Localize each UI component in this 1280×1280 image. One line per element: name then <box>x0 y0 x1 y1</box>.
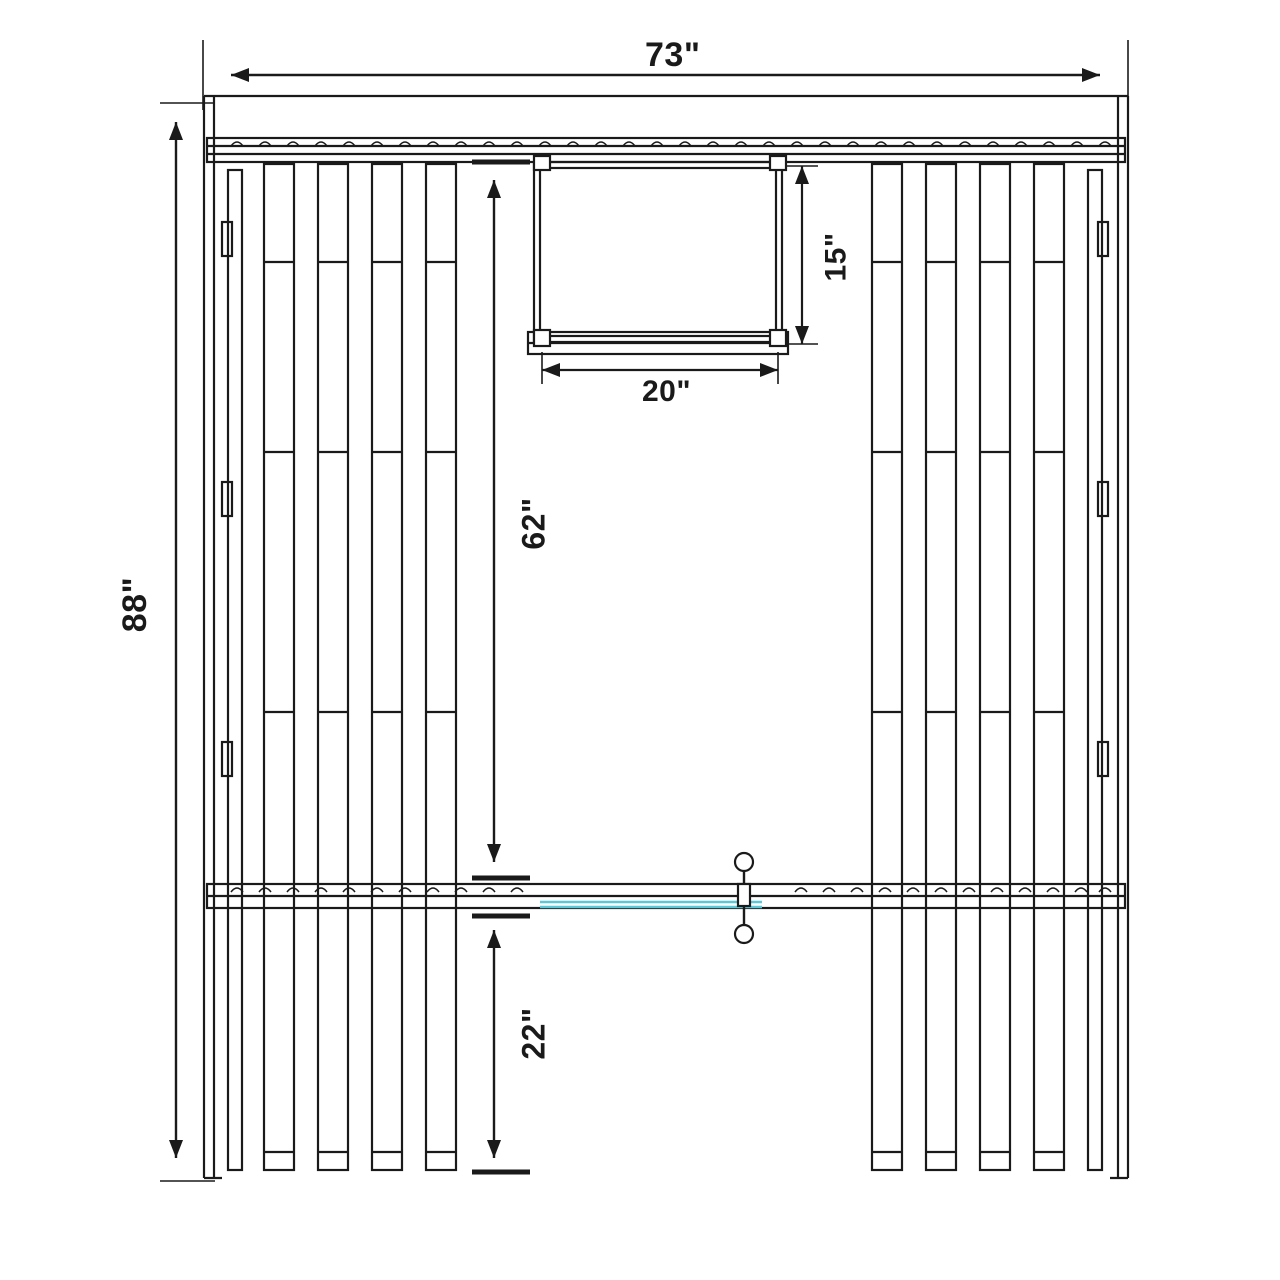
dimension-label-window-width-20: 20" <box>642 375 692 408</box>
pull-handle <box>735 853 753 943</box>
dimension-62-arrow <box>487 180 501 862</box>
frame-posts <box>204 96 1128 1178</box>
left-slats <box>222 164 456 1170</box>
dimension-22-arrow <box>487 930 501 1158</box>
top-track <box>207 138 1125 162</box>
window-opening <box>528 156 788 354</box>
dimension-15-arrow <box>786 166 818 344</box>
dimension-label-upper-62: 62" <box>515 497 552 550</box>
middle-rail <box>207 884 1125 908</box>
dimension-label-height-88: 88" <box>116 576 155 633</box>
witness-lines <box>160 40 1128 1181</box>
dimension-label-width-73: 73" <box>645 36 701 74</box>
drawing-geometry <box>160 40 1128 1181</box>
dimension-88-arrow <box>169 122 183 1158</box>
dimension-label-window-height-15: 15" <box>819 232 853 282</box>
rail-glass-accent <box>540 902 762 907</box>
dimension-label-lower-22: 22" <box>515 1007 552 1060</box>
right-slats <box>872 164 1108 1170</box>
